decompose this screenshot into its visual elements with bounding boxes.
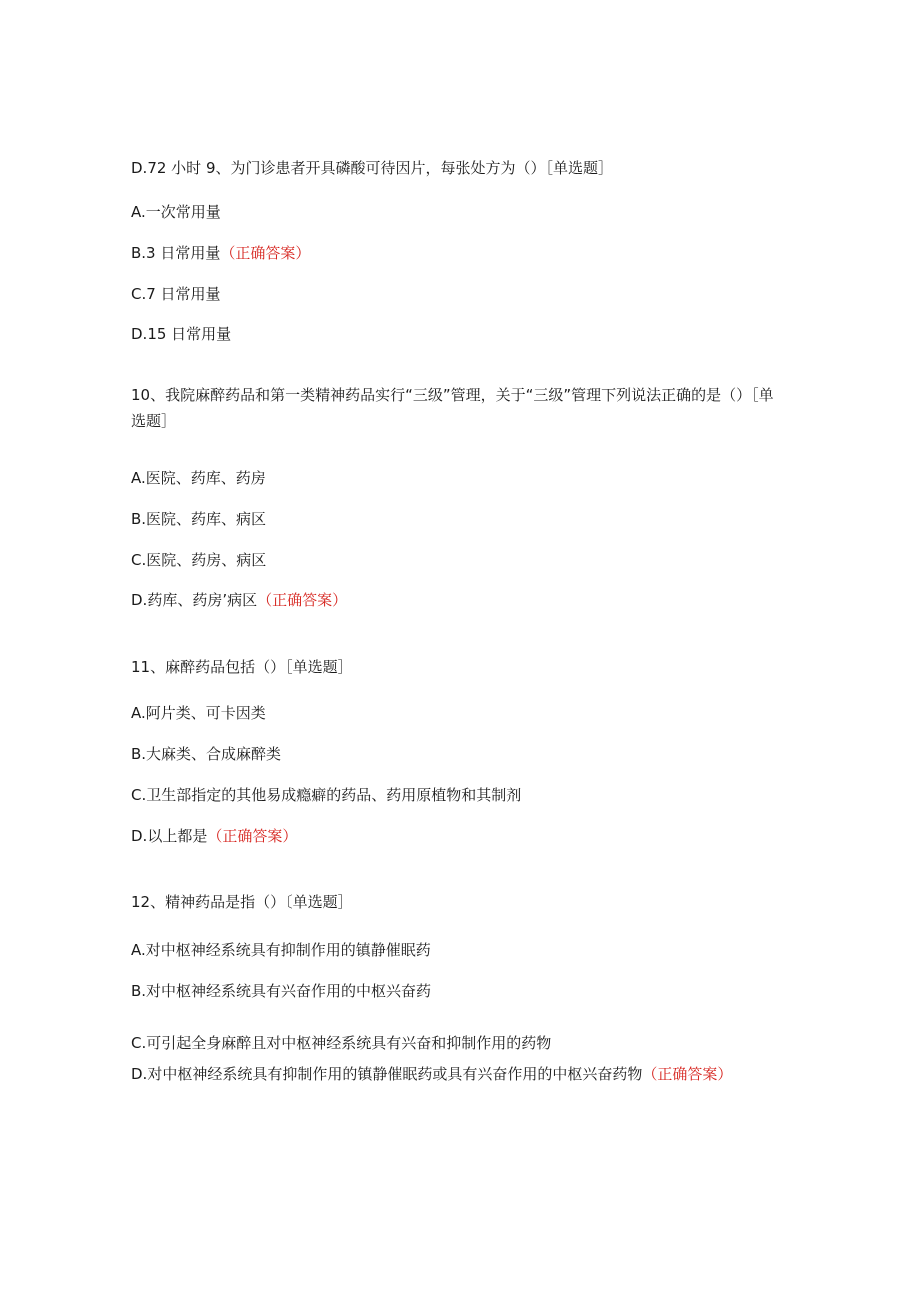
- question-11-option-a: [131, 703, 266, 723]
- question-12-option-d: [131, 1061, 781, 1087]
- option-text: D.以上都是: [131, 827, 208, 845]
- question-11-stem: 11、麻醉药品包括（）［单选题］: [131, 658, 353, 676]
- option-text: D.15 日常用量: [131, 325, 232, 343]
- correct-answer-mark: （正确答案）: [642, 1065, 733, 1083]
- option-text: A.医院、药库、药房: [131, 469, 266, 487]
- option-text: D.药库、药房’病区: [131, 591, 258, 609]
- question-12-stem: 12、精神药品是指（）〔单选题］: [131, 893, 353, 911]
- option-text: D.对中枢神经系统具有抑制作用的镇静催眠药或具有兴奋作用的中枢兴奋药物: [131, 1065, 643, 1083]
- option-text: A.对中枢神经系统具有抑制作用的镇静催眠药: [131, 941, 431, 959]
- question-11-option-d: [131, 826, 297, 846]
- question-9-option-c: [131, 284, 221, 304]
- correct-answer-mark: （正确答案）: [220, 244, 311, 262]
- question-9-option-d: [131, 324, 231, 344]
- question-10-option-b: [131, 509, 266, 529]
- question-11-option-b: [131, 744, 281, 764]
- question-10-option-c: [131, 550, 266, 570]
- option-text: C.7 日常用量: [131, 285, 221, 303]
- option-text: B.3 日常用量: [131, 244, 221, 262]
- question-9-option-b: [131, 243, 310, 263]
- question-10-option-d: [131, 590, 347, 610]
- option-text: C.可引起全身麻醉且对中枢神经系统具有兴奋和抑制作用的药物: [131, 1034, 552, 1052]
- correct-answer-mark: （正确答案）: [207, 827, 298, 845]
- question-12-option-b: [131, 981, 431, 1001]
- option-text: B.对中枢神经系统具有兴奋作用的中枢兴奋药: [131, 982, 432, 1000]
- correct-answer-mark: （正确答案）: [257, 591, 348, 609]
- option-text: A.阿片类、可卡因类: [131, 704, 266, 722]
- option-text: C.医院、药房、病区: [131, 551, 267, 569]
- option-text: B.大麻类、合成麻醉类: [131, 745, 282, 763]
- question-12-option-a: [131, 940, 431, 960]
- option-text: B.医院、药库、病区: [131, 510, 267, 528]
- question-9-option-a: [131, 202, 221, 222]
- question-10-stem: 10、我院麻醉药品和第一类精神药品实行“三级”管理，关于“三级”管理下列说法正确的是（）［单选题］: [131, 386, 774, 430]
- question-11-option-c: [131, 785, 521, 805]
- question-9-stem: D.72 小时 9、为门诊患者开具磷酸可待因片，每张处方为（）［单选题］: [131, 159, 613, 177]
- option-text: C.卫生部指定的其他易成瘾癖的药品、药用原植物和其制剂: [131, 786, 522, 804]
- question-10-option-a: [131, 468, 266, 488]
- question-12-option-c: [131, 1033, 551, 1053]
- option-text: A.一次常用量: [131, 203, 221, 221]
